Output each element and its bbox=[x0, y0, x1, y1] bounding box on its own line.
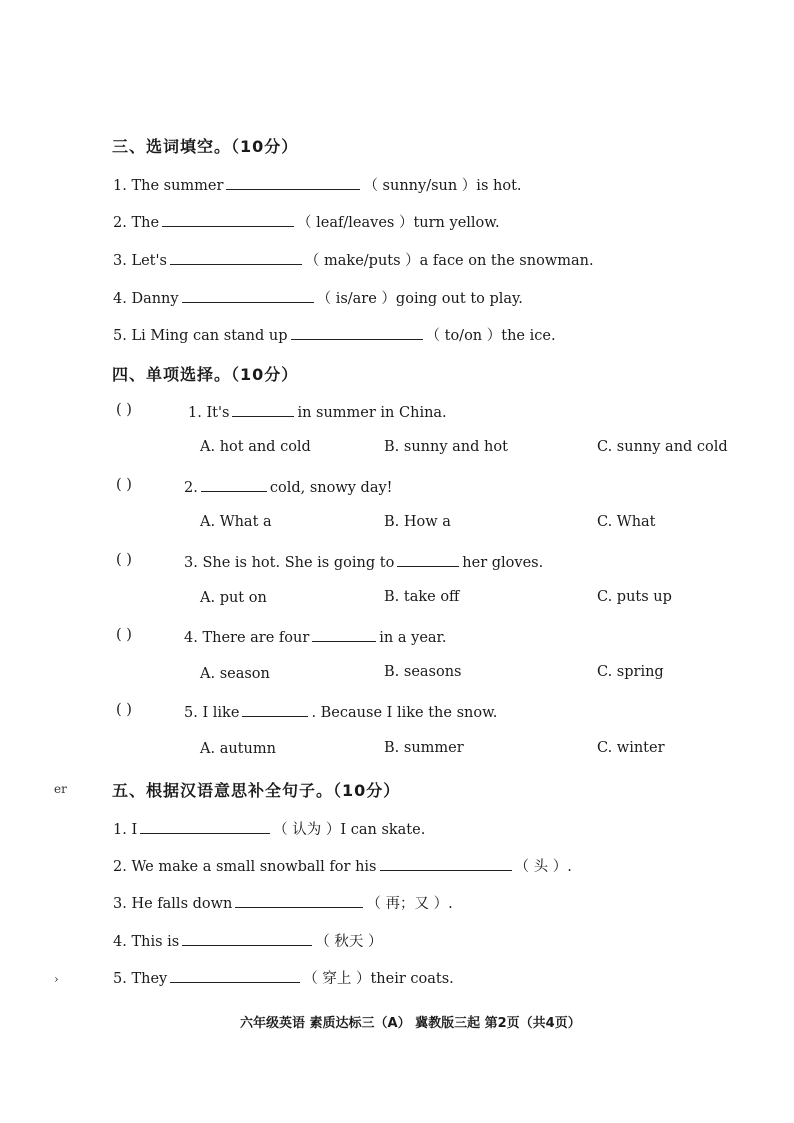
fill-item-1: 1. The summer （ sunny/sun ）is hot. bbox=[113, 174, 522, 195]
page-footer: 六年级英语 素质达标三（A） 冀教版三起 第2页（共4页） bbox=[240, 1016, 581, 1031]
section-5-heading: 五、根据汉语意思补全句子。（10分） bbox=[112, 781, 401, 800]
answer-blank[interactable] bbox=[140, 819, 270, 834]
answer-paren[interactable]: ( ) bbox=[116, 627, 132, 643]
fill-item-3: 3. Let's （ make/puts ）a face on the snowman. bbox=[113, 249, 594, 270]
translate-item-1: 1. I （ 认为 ）I can skate. bbox=[113, 818, 425, 839]
option-b[interactable]: B. seasons bbox=[384, 664, 462, 680]
answer-blank bbox=[201, 477, 267, 492]
answer-blank[interactable] bbox=[162, 212, 294, 227]
translate-item-3: 3. He falls down （ 再；又 ）. bbox=[113, 892, 453, 913]
answer-blank bbox=[312, 627, 376, 642]
answer-paren[interactable]: ( ) bbox=[116, 552, 132, 568]
option-b[interactable]: B. How a bbox=[384, 514, 451, 530]
edge-mark: er bbox=[54, 782, 67, 796]
answer-paren[interactable]: ( ) bbox=[116, 402, 132, 418]
answer-blank[interactable] bbox=[170, 968, 300, 983]
translate-item-4: 4. This is （ 秋天 ） bbox=[113, 930, 382, 951]
answer-paren[interactable]: ( ) bbox=[116, 702, 132, 718]
translate-item-2: 2. We make a small snowball for his （ 头 ）. bbox=[113, 855, 572, 876]
fill-item-2: 2. The （ leaf/leaves ）turn yellow. bbox=[113, 211, 500, 232]
option-c[interactable]: C. winter bbox=[597, 740, 665, 756]
mc-question-3: 3. She is hot. She is going to her gloves. bbox=[184, 552, 543, 571]
option-c[interactable]: C. What bbox=[597, 514, 656, 530]
mc-question-4: 4. There are four in a year. bbox=[184, 627, 447, 646]
answer-blank[interactable] bbox=[291, 325, 423, 340]
answer-blank[interactable] bbox=[182, 931, 312, 946]
fill-item-4: 4. Danny （ is/are ）going out to play. bbox=[113, 287, 523, 308]
answer-blank bbox=[232, 402, 294, 417]
answer-blank bbox=[397, 552, 459, 567]
answer-blank bbox=[242, 702, 308, 717]
fill-item-5: 5. Li Ming can stand up （ to/on ）the ice. bbox=[113, 324, 556, 345]
section-3-heading: 三、选词填空。（10分） bbox=[112, 137, 299, 156]
option-a[interactable]: A. season bbox=[200, 666, 270, 682]
option-b[interactable]: B. sunny and hot bbox=[384, 439, 508, 455]
option-a[interactable]: A. What a bbox=[200, 514, 272, 530]
option-c[interactable]: C. puts up bbox=[597, 589, 672, 605]
mc-question-5: 5. I like . Because I like the snow. bbox=[184, 702, 497, 721]
section-4-heading: 四、单项选择。（10分） bbox=[112, 365, 299, 384]
answer-blank[interactable] bbox=[170, 250, 302, 265]
option-c[interactable]: C. sunny and cold bbox=[597, 439, 728, 455]
answer-paren[interactable]: ( ) bbox=[116, 477, 132, 493]
option-c[interactable]: C. spring bbox=[597, 664, 664, 680]
option-a[interactable]: A. put on bbox=[200, 590, 267, 606]
answer-blank[interactable] bbox=[226, 175, 360, 190]
answer-blank[interactable] bbox=[380, 856, 512, 871]
answer-blank[interactable] bbox=[182, 288, 314, 303]
edge-mark: › bbox=[54, 972, 59, 986]
option-a[interactable]: A. autumn bbox=[200, 741, 276, 757]
translate-item-5: 5. They （ 穿上 ）their coats. bbox=[113, 967, 454, 988]
mc-question-2: 2. cold, snowy day! bbox=[184, 477, 393, 496]
option-b[interactable]: B. take off bbox=[384, 589, 460, 605]
answer-blank[interactable] bbox=[235, 893, 363, 908]
option-a[interactable]: A. hot and cold bbox=[200, 439, 311, 455]
mc-question-1: 1. It's in summer in China. bbox=[188, 402, 447, 421]
option-b[interactable]: B. summer bbox=[384, 740, 464, 756]
